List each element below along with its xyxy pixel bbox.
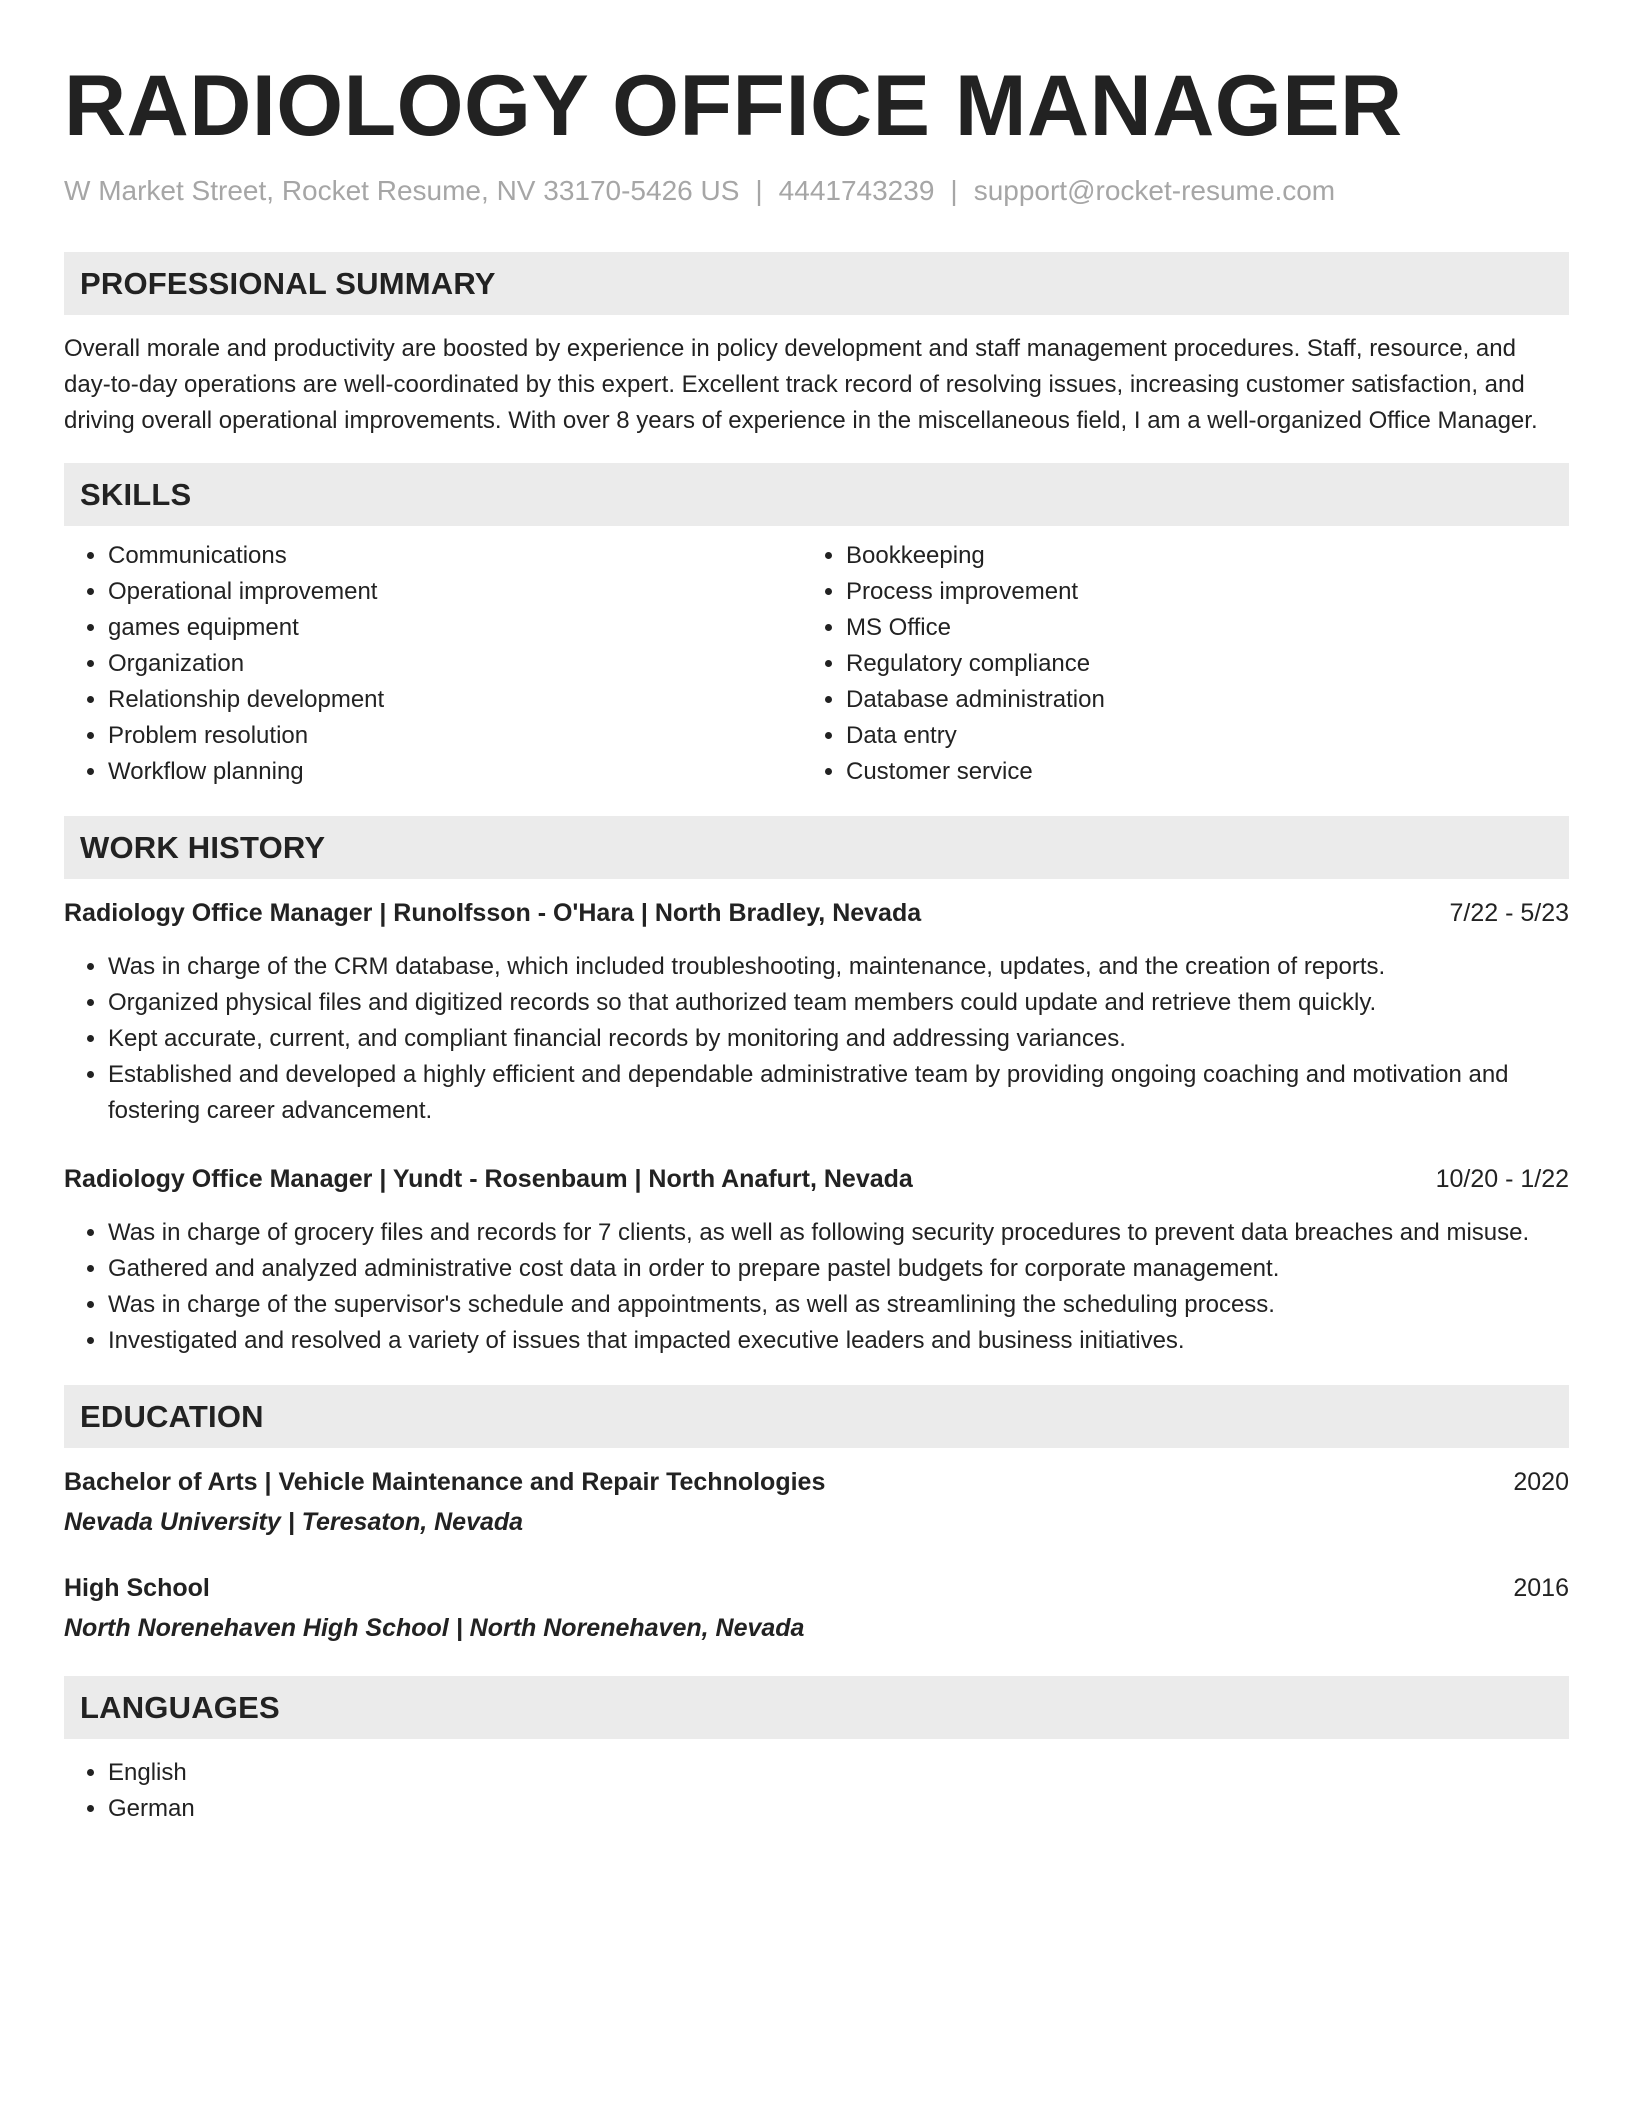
job-bullet: • Gathered and analyzed administrative cost data in order to prepare pastel budgets for corporate management. — [108, 1251, 1569, 1287]
skill-item: • Database administration — [846, 682, 1540, 718]
summary-text: Overall morale and productivity are boosted by experience in policy development and staff management procedures. Staff, resource, and day-to-day operations are well-coordinated by this expert. Excellent track record of resolving issues, increasing customer satisfaction, and driving overall operational improvements. With over 8 years of experience in the miscellaneous field, I am a well-organized Office Manager. — [64, 335, 1538, 434]
resume-name-heading: RADIOLOGY OFFICE MANAGER — [64, 58, 1403, 154]
work-entry — [64, 895, 1569, 1129]
education-school: North Norenehaven High School | North Norenehaven, Nevada — [64, 1614, 805, 1642]
education-entry-header — [64, 1570, 1569, 1606]
job-bullet: • Organized physical files and digitized records so that authorized team members could update and retrieve them quickly. — [108, 985, 1569, 1021]
skill-item: • Relationship development — [108, 682, 802, 718]
job-dates: 7/22 - 5/23 — [1449, 899, 1569, 927]
contact-line — [64, 172, 1569, 210]
section-heading-languages: LANGUAGES — [64, 1676, 1569, 1739]
job-bullet: • Was in charge of the CRM database, which included troubleshooting, maintenance, updates, and the creation of reports. — [108, 949, 1569, 985]
skill-item: • Workflow planning — [108, 754, 802, 790]
job-bullet: • Established and developed a highly efficient and dependable administrative team by providing ongoing coaching and motivation and fostering career advancement. — [108, 1057, 1569, 1129]
job-bullet: • Investigated and resolved a variety of issues that impacted executive leaders and business initiatives. — [108, 1323, 1569, 1359]
work-entry — [64, 1161, 1569, 1359]
job-title: Radiology Office Manager | Yundt - Rosenbaum | North Anafurt, Nevada — [64, 1165, 913, 1193]
language-item: • German — [108, 1791, 1569, 1827]
language-item: • English — [108, 1755, 1569, 1791]
job-dates: 10/20 - 1/22 — [1435, 1165, 1569, 1193]
skill-item: • Operational improvement — [108, 574, 802, 610]
education-degree: High School — [64, 1574, 210, 1602]
contact-email: support@rocket-resume.com — [973, 175, 1336, 206]
work-entry-header — [64, 1161, 1569, 1197]
work-entry-header — [64, 895, 1569, 931]
section-heading-education: EDUCATION — [64, 1385, 1569, 1448]
contact-separator: | — [950, 175, 958, 206]
job-bullet: • Kept accurate, current, and compliant financial records by monitoring and addressing variances. — [108, 1021, 1569, 1057]
education-degree: Bachelor of Arts | Vehicle Maintenance and Repair Technologies — [64, 1468, 826, 1496]
education-year: 2020 — [1513, 1468, 1569, 1496]
skill-item: • Bookkeeping — [846, 538, 1540, 574]
section-heading-skills: SKILLS — [64, 463, 1569, 526]
section-heading-summary: PROFESSIONAL SUMMARY — [64, 252, 1569, 315]
contact-phone: 4441743239 — [778, 175, 935, 206]
skill-item: • MS Office — [846, 610, 1540, 646]
skill-item: • Data entry — [846, 718, 1540, 754]
education-entry — [64, 1570, 1569, 1646]
education-school: Nevada University | Teresaton, Nevada — [64, 1508, 524, 1536]
job-bullet: • Was in charge of grocery files and records for 7 clients, as well as following security procedures to prevent data breaches and misuse. — [108, 1215, 1569, 1251]
skill-item: • games equipment — [108, 610, 802, 646]
section-heading-work-history: WORK HISTORY — [64, 816, 1569, 879]
skill-item: • Customer service — [846, 754, 1540, 790]
skill-item: • Process improvement — [846, 574, 1540, 610]
contact-separator: | — [755, 175, 763, 206]
education-year: 2016 — [1513, 1574, 1569, 1602]
job-title: Radiology Office Manager | Runolfsson - O'Hara | North Bradley, Nevada — [64, 899, 922, 927]
skill-item: • Problem resolution — [108, 718, 802, 754]
skills-column-right — [802, 538, 1540, 790]
job-bullet: • Was in charge of the supervisor's schedule and appointments, as well as streamlining the scheduling process. — [108, 1287, 1569, 1323]
skill-item: • Organization — [108, 646, 802, 682]
skills-column-left — [64, 538, 802, 790]
contact-address: W Market Street, Rocket Resume, NV 33170-5426 US — [64, 175, 740, 206]
skill-item: • Regulatory compliance — [846, 646, 1540, 682]
education-entry — [64, 1464, 1569, 1540]
skill-item: • Communications — [108, 538, 802, 574]
languages-list — [64, 1755, 1569, 1827]
skills-list — [64, 538, 1569, 790]
education-entry-header — [64, 1464, 1569, 1500]
